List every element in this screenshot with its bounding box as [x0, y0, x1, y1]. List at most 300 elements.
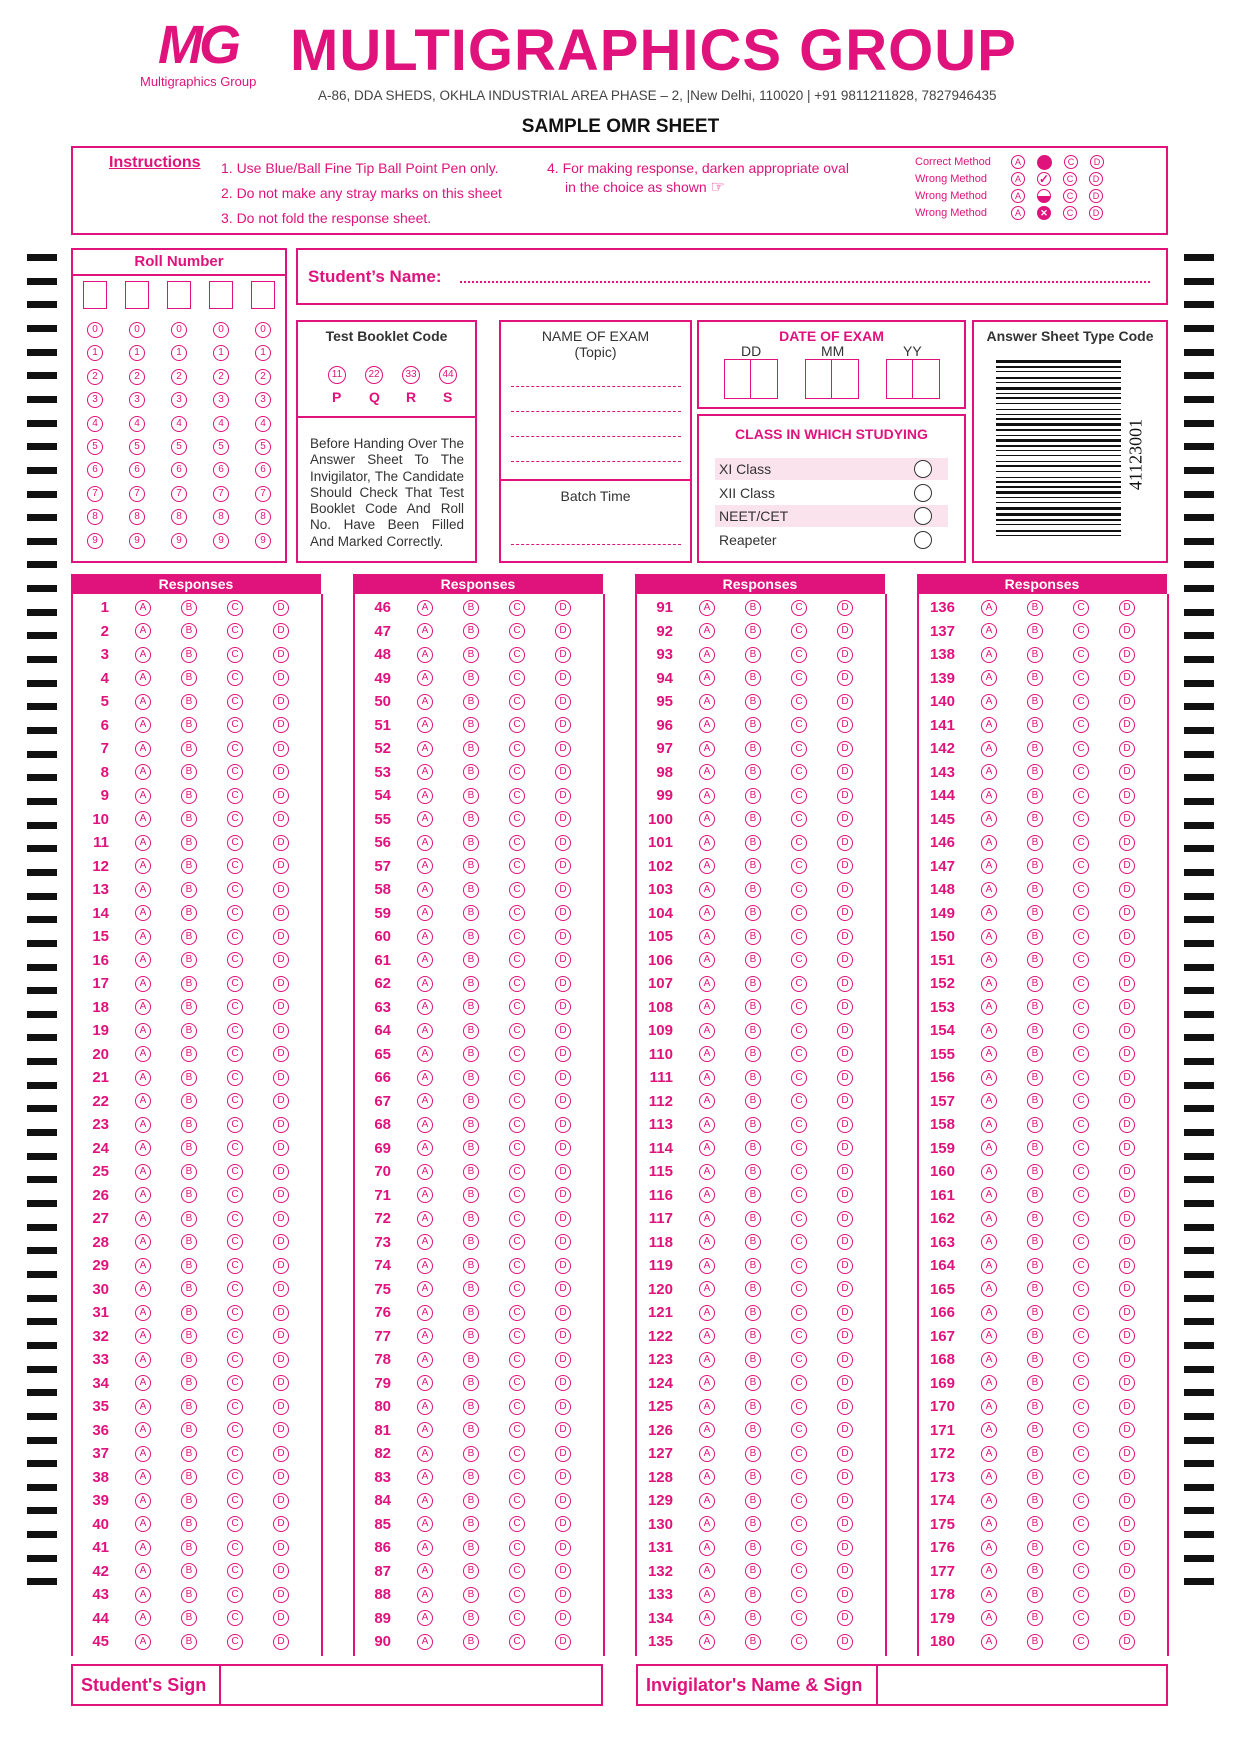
answer-bubble-c[interactable]: C [791, 670, 807, 686]
answer-bubble-c[interactable]: C [1073, 764, 1089, 780]
answer-bubble-a[interactable]: A [981, 1117, 997, 1133]
answer-bubble-b[interactable]: B [1027, 1140, 1043, 1156]
answer-bubble-a[interactable]: A [135, 1634, 151, 1650]
answer-bubble-a[interactable]: A [699, 1540, 715, 1556]
answer-bubble-a[interactable]: A [981, 670, 997, 686]
answer-bubble-b[interactable]: B [463, 811, 479, 827]
answer-bubble-c[interactable]: C [227, 1610, 243, 1626]
class-option[interactable] [715, 529, 948, 551]
answer-bubble-a[interactable]: A [699, 1493, 715, 1509]
answer-bubble-b[interactable]: B [463, 1117, 479, 1133]
answer-bubble-b[interactable]: B [1027, 1610, 1043, 1626]
roll-digit-bubble[interactable]: 1 [87, 345, 103, 361]
answer-bubble-a[interactable]: A [417, 929, 433, 945]
roll-digit-bubble[interactable]: 9 [171, 533, 187, 549]
answer-bubble-a[interactable]: A [699, 1516, 715, 1532]
answer-bubble-d[interactable]: D [273, 1540, 289, 1556]
answer-bubble-b[interactable]: B [1027, 811, 1043, 827]
answer-bubble-c[interactable]: C [227, 1187, 243, 1203]
answer-bubble-b[interactable]: B [463, 764, 479, 780]
answer-bubble-b[interactable]: B [745, 1258, 761, 1274]
roll-digit-bubble[interactable]: 3 [87, 392, 103, 408]
answer-bubble-a[interactable]: A [981, 741, 997, 757]
answer-bubble-c[interactable]: C [509, 1446, 525, 1462]
answer-bubble-d[interactable]: D [837, 929, 853, 945]
answer-bubble-d[interactable]: D [1119, 858, 1135, 874]
answer-bubble-a[interactable]: A [699, 811, 715, 827]
answer-bubble-b[interactable]: B [745, 882, 761, 898]
answer-bubble-b[interactable]: B [181, 1023, 197, 1039]
answer-bubble-a[interactable]: A [417, 1375, 433, 1391]
answer-bubble-c[interactable]: C [791, 1164, 807, 1180]
roll-digit-bubble[interactable]: 9 [213, 533, 229, 549]
answer-bubble-c[interactable]: C [227, 1281, 243, 1297]
answer-bubble-b[interactable]: B [181, 858, 197, 874]
answer-bubble-b[interactable]: B [1027, 1422, 1043, 1438]
answer-bubble-a[interactable]: A [135, 1493, 151, 1509]
answer-bubble-d[interactable]: D [555, 1493, 571, 1509]
answer-bubble-d[interactable]: D [837, 1375, 853, 1391]
answer-bubble-c[interactable]: C [791, 647, 807, 663]
answer-bubble-c[interactable]: C [791, 764, 807, 780]
answer-bubble-d[interactable]: D [555, 999, 571, 1015]
answer-bubble-b[interactable]: B [745, 1328, 761, 1344]
answer-bubble-d[interactable]: D [837, 1610, 853, 1626]
answer-bubble-a[interactable]: A [135, 1187, 151, 1203]
answer-bubble-b[interactable]: B [1027, 694, 1043, 710]
answer-bubble-a[interactable]: A [417, 1140, 433, 1156]
answer-bubble-c[interactable]: C [509, 858, 525, 874]
answer-bubble-d[interactable]: D [273, 905, 289, 921]
answer-bubble-a[interactable]: A [135, 694, 151, 710]
answer-bubble-b[interactable]: B [181, 976, 197, 992]
answer-bubble-b[interactable]: B [181, 1446, 197, 1462]
answer-bubble-d[interactable]: D [555, 1234, 571, 1250]
answer-bubble-d[interactable]: D [1119, 1258, 1135, 1274]
answer-bubble-d[interactable]: D [837, 1563, 853, 1579]
yy-input[interactable] [886, 359, 940, 399]
answer-bubble-c[interactable]: C [791, 1117, 807, 1133]
answer-bubble-c[interactable]: C [509, 1211, 525, 1227]
answer-bubble-b[interactable]: B [463, 905, 479, 921]
answer-bubble-a[interactable]: A [981, 1516, 997, 1532]
roll-digit-bubble[interactable]: 0 [129, 322, 145, 338]
roll-digit-bubble[interactable]: 1 [213, 345, 229, 361]
answer-bubble-d[interactable]: D [837, 1281, 853, 1297]
roll-digit-bubble[interactable]: 8 [129, 509, 145, 525]
answer-bubble-d[interactable]: D [555, 882, 571, 898]
answer-bubble-d[interactable]: D [1119, 1281, 1135, 1297]
answer-bubble-c[interactable]: C [1073, 694, 1089, 710]
answer-bubble-d[interactable]: D [273, 1023, 289, 1039]
answer-bubble-b[interactable]: B [1027, 600, 1043, 616]
answer-bubble-a[interactable]: A [417, 811, 433, 827]
answer-bubble-a[interactable]: A [699, 670, 715, 686]
answer-bubble-a[interactable]: A [699, 717, 715, 733]
answer-bubble-a[interactable]: A [417, 1352, 433, 1368]
answer-bubble-d[interactable]: D [273, 1375, 289, 1391]
roll-digit-bubble[interactable]: 7 [87, 486, 103, 502]
answer-bubble-c[interactable]: C [227, 1399, 243, 1415]
answer-bubble-b[interactable]: B [463, 694, 479, 710]
answer-bubble-d[interactable]: D [555, 835, 571, 851]
answer-bubble-d[interactable]: D [837, 1446, 853, 1462]
answer-bubble-b[interactable]: B [745, 670, 761, 686]
roll-digit-bubble[interactable]: 6 [213, 462, 229, 478]
answer-bubble-d[interactable]: D [555, 1634, 571, 1650]
roll-digit-bubble[interactable]: 2 [213, 369, 229, 385]
answer-bubble-a[interactable]: A [699, 905, 715, 921]
answer-bubble-c[interactable]: C [509, 999, 525, 1015]
answer-bubble-b[interactable]: B [1027, 741, 1043, 757]
answer-bubble-a[interactable]: A [699, 1023, 715, 1039]
roll-digit-input[interactable] [167, 281, 191, 309]
answer-bubble-d[interactable]: D [1119, 1422, 1135, 1438]
answer-bubble-b[interactable]: B [1027, 1046, 1043, 1062]
answer-bubble-b[interactable]: B [745, 1070, 761, 1086]
answer-bubble-d[interactable]: D [273, 858, 289, 874]
answer-bubble-b[interactable]: B [745, 1281, 761, 1297]
answer-bubble-a[interactable]: A [981, 600, 997, 616]
answer-bubble-a[interactable]: A [699, 1328, 715, 1344]
answer-bubble-a[interactable]: A [981, 1258, 997, 1274]
answer-bubble-d[interactable]: D [273, 1258, 289, 1274]
student-name-field[interactable] [460, 281, 1150, 283]
answer-bubble-c[interactable]: C [509, 882, 525, 898]
answer-bubble-c[interactable]: C [791, 1046, 807, 1062]
answer-bubble-b[interactable]: B [745, 694, 761, 710]
answer-bubble-b[interactable]: B [181, 1563, 197, 1579]
answer-bubble-b[interactable]: B [745, 1540, 761, 1556]
answer-bubble-b[interactable]: B [181, 741, 197, 757]
answer-bubble-d[interactable]: D [273, 835, 289, 851]
answer-bubble-a[interactable]: A [981, 1023, 997, 1039]
answer-bubble-a[interactable]: A [981, 1422, 997, 1438]
answer-bubble-a[interactable]: A [135, 999, 151, 1015]
answer-bubble-b[interactable]: B [1027, 623, 1043, 639]
answer-bubble-b[interactable]: B [1027, 1093, 1043, 1109]
answer-bubble-b[interactable]: B [463, 1046, 479, 1062]
answer-bubble-c[interactable]: C [1073, 929, 1089, 945]
answer-bubble-d[interactable]: D [555, 788, 571, 804]
answer-bubble-b[interactable]: B [745, 1140, 761, 1156]
answer-bubble-d[interactable]: D [555, 623, 571, 639]
answer-bubble-d[interactable]: D [555, 1399, 571, 1415]
answer-bubble-b[interactable]: B [463, 1258, 479, 1274]
answer-bubble-b[interactable]: B [181, 1516, 197, 1532]
answer-bubble-b[interactable]: B [1027, 1211, 1043, 1227]
roll-digit-bubble[interactable]: 3 [171, 392, 187, 408]
answer-bubble-d[interactable]: D [555, 929, 571, 945]
answer-bubble-a[interactable]: A [699, 600, 715, 616]
answer-bubble-a[interactable]: A [417, 882, 433, 898]
answer-bubble-c[interactable]: C [509, 623, 525, 639]
answer-bubble-b[interactable]: B [463, 1493, 479, 1509]
booklet-code-bubble[interactable]: 33 [402, 366, 420, 384]
answer-bubble-b[interactable]: B [745, 1634, 761, 1650]
answer-bubble-b[interactable]: B [181, 1234, 197, 1250]
answer-bubble-b[interactable]: B [1027, 1117, 1043, 1133]
answer-bubble-d[interactable]: D [1119, 1234, 1135, 1250]
roll-digit-bubble[interactable]: 6 [87, 462, 103, 478]
answer-bubble-c[interactable]: C [227, 1516, 243, 1532]
answer-bubble-d[interactable]: D [837, 1352, 853, 1368]
answer-bubble-b[interactable]: B [1027, 1540, 1043, 1556]
answer-bubble-a[interactable]: A [135, 1563, 151, 1579]
answer-bubble-c[interactable]: C [509, 764, 525, 780]
answer-bubble-c[interactable]: C [509, 1352, 525, 1368]
answer-bubble-c[interactable]: C [1073, 1516, 1089, 1532]
answer-bubble-d[interactable]: D [1119, 1352, 1135, 1368]
answer-bubble-a[interactable]: A [699, 1305, 715, 1321]
roll-digit-bubble[interactable]: 0 [213, 322, 229, 338]
answer-bubble-a[interactable]: A [981, 623, 997, 639]
answer-bubble-b[interactable]: B [181, 929, 197, 945]
answer-bubble-c[interactable]: C [1073, 1187, 1089, 1203]
answer-bubble-d[interactable]: D [555, 717, 571, 733]
answer-bubble-b[interactable]: B [463, 1446, 479, 1462]
answer-bubble-a[interactable]: A [417, 952, 433, 968]
answer-bubble-d[interactable]: D [555, 694, 571, 710]
answer-bubble-a[interactable]: A [135, 1587, 151, 1603]
answer-bubble-a[interactable]: A [417, 1328, 433, 1344]
answer-bubble-c[interactable]: C [1073, 1140, 1089, 1156]
answer-bubble-a[interactable]: A [417, 858, 433, 874]
answer-bubble-d[interactable]: D [837, 1023, 853, 1039]
answer-bubble-a[interactable]: A [981, 1399, 997, 1415]
answer-bubble-a[interactable]: A [981, 1164, 997, 1180]
answer-bubble-a[interactable]: A [699, 1375, 715, 1391]
answer-bubble-b[interactable]: B [181, 1211, 197, 1227]
roll-digit-bubble[interactable]: 8 [213, 509, 229, 525]
answer-bubble-b[interactable]: B [1027, 952, 1043, 968]
answer-bubble-c[interactable]: C [509, 1610, 525, 1626]
answer-bubble-a[interactable]: A [699, 1187, 715, 1203]
answer-bubble-b[interactable]: B [745, 1164, 761, 1180]
answer-bubble-d[interactable]: D [1119, 1046, 1135, 1062]
answer-bubble-b[interactable]: B [1027, 1023, 1043, 1039]
answer-bubble-d[interactable]: D [555, 741, 571, 757]
answer-bubble-b[interactable]: B [1027, 1187, 1043, 1203]
answer-bubble-d[interactable]: D [1119, 1187, 1135, 1203]
answer-bubble-b[interactable]: B [463, 1563, 479, 1579]
answer-bubble-a[interactable]: A [135, 670, 151, 686]
answer-bubble-b[interactable]: B [745, 1305, 761, 1321]
answer-bubble-d[interactable]: D [1119, 600, 1135, 616]
answer-bubble-a[interactable]: A [699, 1211, 715, 1227]
answer-bubble-c[interactable]: C [227, 764, 243, 780]
roll-digit-bubble[interactable]: 4 [87, 416, 103, 432]
answer-bubble-d[interactable]: D [273, 788, 289, 804]
answer-bubble-c[interactable]: C [227, 1563, 243, 1579]
answer-bubble-b[interactable]: B [745, 976, 761, 992]
answer-bubble-a[interactable]: A [699, 741, 715, 757]
answer-bubble-d[interactable]: D [837, 1140, 853, 1156]
answer-bubble-b[interactable]: B [1027, 1164, 1043, 1180]
answer-bubble-d[interactable]: D [837, 952, 853, 968]
answer-bubble-c[interactable]: C [1073, 1375, 1089, 1391]
answer-bubble-d[interactable]: D [555, 1540, 571, 1556]
answer-bubble-d[interactable]: D [555, 1211, 571, 1227]
roll-digit-input[interactable] [209, 281, 233, 309]
answer-bubble-a[interactable]: A [135, 741, 151, 757]
answer-bubble-d[interactable]: D [555, 905, 571, 921]
roll-digit-bubble[interactable]: 5 [213, 439, 229, 455]
roll-digit-bubble[interactable]: 3 [213, 392, 229, 408]
answer-bubble-a[interactable]: A [981, 858, 997, 874]
answer-bubble-a[interactable]: A [417, 1187, 433, 1203]
answer-bubble-c[interactable]: C [791, 1211, 807, 1227]
answer-bubble-c[interactable]: C [227, 623, 243, 639]
answer-bubble-a[interactable]: A [135, 1234, 151, 1250]
answer-bubble-d[interactable]: D [1119, 835, 1135, 851]
answer-bubble-c[interactable]: C [509, 1281, 525, 1297]
answer-bubble-a[interactable]: A [699, 1399, 715, 1415]
answer-bubble-d[interactable]: D [555, 1093, 571, 1109]
answer-bubble-d[interactable]: D [273, 694, 289, 710]
answer-bubble-b[interactable]: B [745, 1399, 761, 1415]
class-option-radio[interactable] [914, 484, 932, 502]
answer-bubble-d[interactable]: D [273, 600, 289, 616]
answer-bubble-a[interactable]: A [417, 1540, 433, 1556]
answer-bubble-a[interactable]: A [981, 1070, 997, 1086]
answer-bubble-b[interactable]: B [463, 1516, 479, 1532]
answer-bubble-d[interactable]: D [273, 976, 289, 992]
answer-bubble-a[interactable]: A [981, 976, 997, 992]
answer-bubble-d[interactable]: D [1119, 1469, 1135, 1485]
answer-bubble-d[interactable]: D [555, 1352, 571, 1368]
answer-bubble-a[interactable]: A [981, 1610, 997, 1626]
roll-digit-bubble[interactable]: 4 [255, 416, 271, 432]
answer-bubble-b[interactable]: B [463, 1281, 479, 1297]
answer-bubble-d[interactable]: D [555, 976, 571, 992]
answer-bubble-a[interactable]: A [417, 623, 433, 639]
answer-bubble-a[interactable]: A [135, 788, 151, 804]
answer-bubble-a[interactable]: A [417, 1070, 433, 1086]
answer-bubble-c[interactable]: C [791, 1023, 807, 1039]
answer-bubble-a[interactable]: A [699, 1422, 715, 1438]
answer-bubble-a[interactable]: A [135, 717, 151, 733]
answer-bubble-d[interactable]: D [555, 1446, 571, 1462]
answer-bubble-c[interactable]: C [509, 1516, 525, 1532]
roll-digit-bubble[interactable]: 2 [129, 369, 145, 385]
answer-bubble-a[interactable]: A [699, 623, 715, 639]
answer-bubble-b[interactable]: B [745, 1446, 761, 1462]
answer-bubble-a[interactable]: A [135, 1117, 151, 1133]
roll-digit-bubble[interactable]: 6 [129, 462, 145, 478]
answer-bubble-c[interactable]: C [227, 835, 243, 851]
answer-bubble-d[interactable]: D [555, 1023, 571, 1039]
answer-bubble-a[interactable]: A [135, 1046, 151, 1062]
answer-bubble-c[interactable]: C [509, 1422, 525, 1438]
answer-bubble-d[interactable]: D [273, 1587, 289, 1603]
answer-bubble-c[interactable]: C [791, 1140, 807, 1156]
answer-bubble-b[interactable]: B [1027, 1070, 1043, 1086]
answer-bubble-c[interactable]: C [509, 811, 525, 827]
answer-bubble-d[interactable]: D [555, 1516, 571, 1532]
answer-bubble-a[interactable]: A [135, 1023, 151, 1039]
answer-bubble-c[interactable]: C [227, 788, 243, 804]
answer-bubble-b[interactable]: B [463, 1164, 479, 1180]
answer-bubble-a[interactable]: A [981, 764, 997, 780]
booklet-code-bubble[interactable]: 22 [365, 366, 383, 384]
answer-bubble-a[interactable]: A [981, 929, 997, 945]
answer-bubble-b[interactable]: B [745, 1563, 761, 1579]
answer-bubble-b[interactable]: B [745, 1469, 761, 1485]
answer-bubble-c[interactable]: C [1073, 1093, 1089, 1109]
answer-bubble-a[interactable]: A [135, 1352, 151, 1368]
answer-bubble-c[interactable]: C [1073, 741, 1089, 757]
answer-bubble-d[interactable]: D [555, 764, 571, 780]
answer-bubble-b[interactable]: B [745, 623, 761, 639]
answer-bubble-c[interactable]: C [1073, 1023, 1089, 1039]
answer-bubble-c[interactable]: C [791, 835, 807, 851]
mm-input[interactable] [805, 359, 859, 399]
answer-bubble-d[interactable]: D [837, 1493, 853, 1509]
answer-bubble-c[interactable]: C [791, 1469, 807, 1485]
answer-bubble-a[interactable]: A [135, 976, 151, 992]
roll-digit-bubble[interactable]: 0 [171, 322, 187, 338]
answer-bubble-d[interactable]: D [1119, 1093, 1135, 1109]
answer-bubble-d[interactable]: D [837, 717, 853, 733]
answer-bubble-b[interactable]: B [181, 1587, 197, 1603]
answer-bubble-c[interactable]: C [791, 1281, 807, 1297]
answer-bubble-a[interactable]: A [417, 1446, 433, 1462]
roll-digit-bubble[interactable]: 5 [255, 439, 271, 455]
answer-bubble-c[interactable]: C [227, 1070, 243, 1086]
answer-bubble-b[interactable]: B [745, 811, 761, 827]
answer-bubble-b[interactable]: B [463, 717, 479, 733]
answer-bubble-b[interactable]: B [1027, 1305, 1043, 1321]
answer-bubble-c[interactable]: C [509, 1140, 525, 1156]
answer-bubble-b[interactable]: B [181, 1352, 197, 1368]
answer-bubble-c[interactable]: C [1073, 670, 1089, 686]
answer-bubble-d[interactable]: D [1119, 1446, 1135, 1462]
answer-bubble-b[interactable]: B [1027, 1516, 1043, 1532]
answer-bubble-d[interactable]: D [273, 1422, 289, 1438]
answer-bubble-c[interactable]: C [227, 1469, 243, 1485]
roll-digit-input[interactable] [125, 281, 149, 309]
answer-bubble-a[interactable]: A [417, 670, 433, 686]
answer-bubble-c[interactable]: C [1073, 717, 1089, 733]
roll-digit-bubble[interactable]: 8 [255, 509, 271, 525]
answer-bubble-c[interactable]: C [1073, 1469, 1089, 1485]
answer-bubble-b[interactable]: B [745, 1093, 761, 1109]
answer-bubble-c[interactable]: C [227, 1258, 243, 1274]
answer-bubble-d[interactable]: D [1119, 1375, 1135, 1391]
answer-bubble-b[interactable]: B [181, 1469, 197, 1485]
answer-bubble-d[interactable]: D [273, 670, 289, 686]
answer-bubble-b[interactable]: B [1027, 788, 1043, 804]
answer-bubble-b[interactable]: B [463, 1610, 479, 1626]
answer-bubble-b[interactable]: B [181, 1305, 197, 1321]
answer-bubble-d[interactable]: D [555, 1258, 571, 1274]
answer-bubble-c[interactable]: C [509, 835, 525, 851]
answer-bubble-b[interactable]: B [1027, 1446, 1043, 1462]
answer-bubble-a[interactable]: A [135, 1422, 151, 1438]
answer-bubble-a[interactable]: A [417, 717, 433, 733]
class-option-radio[interactable] [914, 460, 932, 478]
answer-bubble-a[interactable]: A [135, 952, 151, 968]
answer-bubble-a[interactable]: A [417, 741, 433, 757]
answer-bubble-d[interactable]: D [273, 1352, 289, 1368]
answer-bubble-a[interactable]: A [981, 1305, 997, 1321]
answer-bubble-c[interactable]: C [1073, 905, 1089, 921]
answer-bubble-a[interactable]: A [981, 788, 997, 804]
answer-bubble-b[interactable]: B [745, 741, 761, 757]
answer-bubble-d[interactable]: D [1119, 1610, 1135, 1626]
answer-bubble-b[interactable]: B [1027, 1493, 1043, 1509]
